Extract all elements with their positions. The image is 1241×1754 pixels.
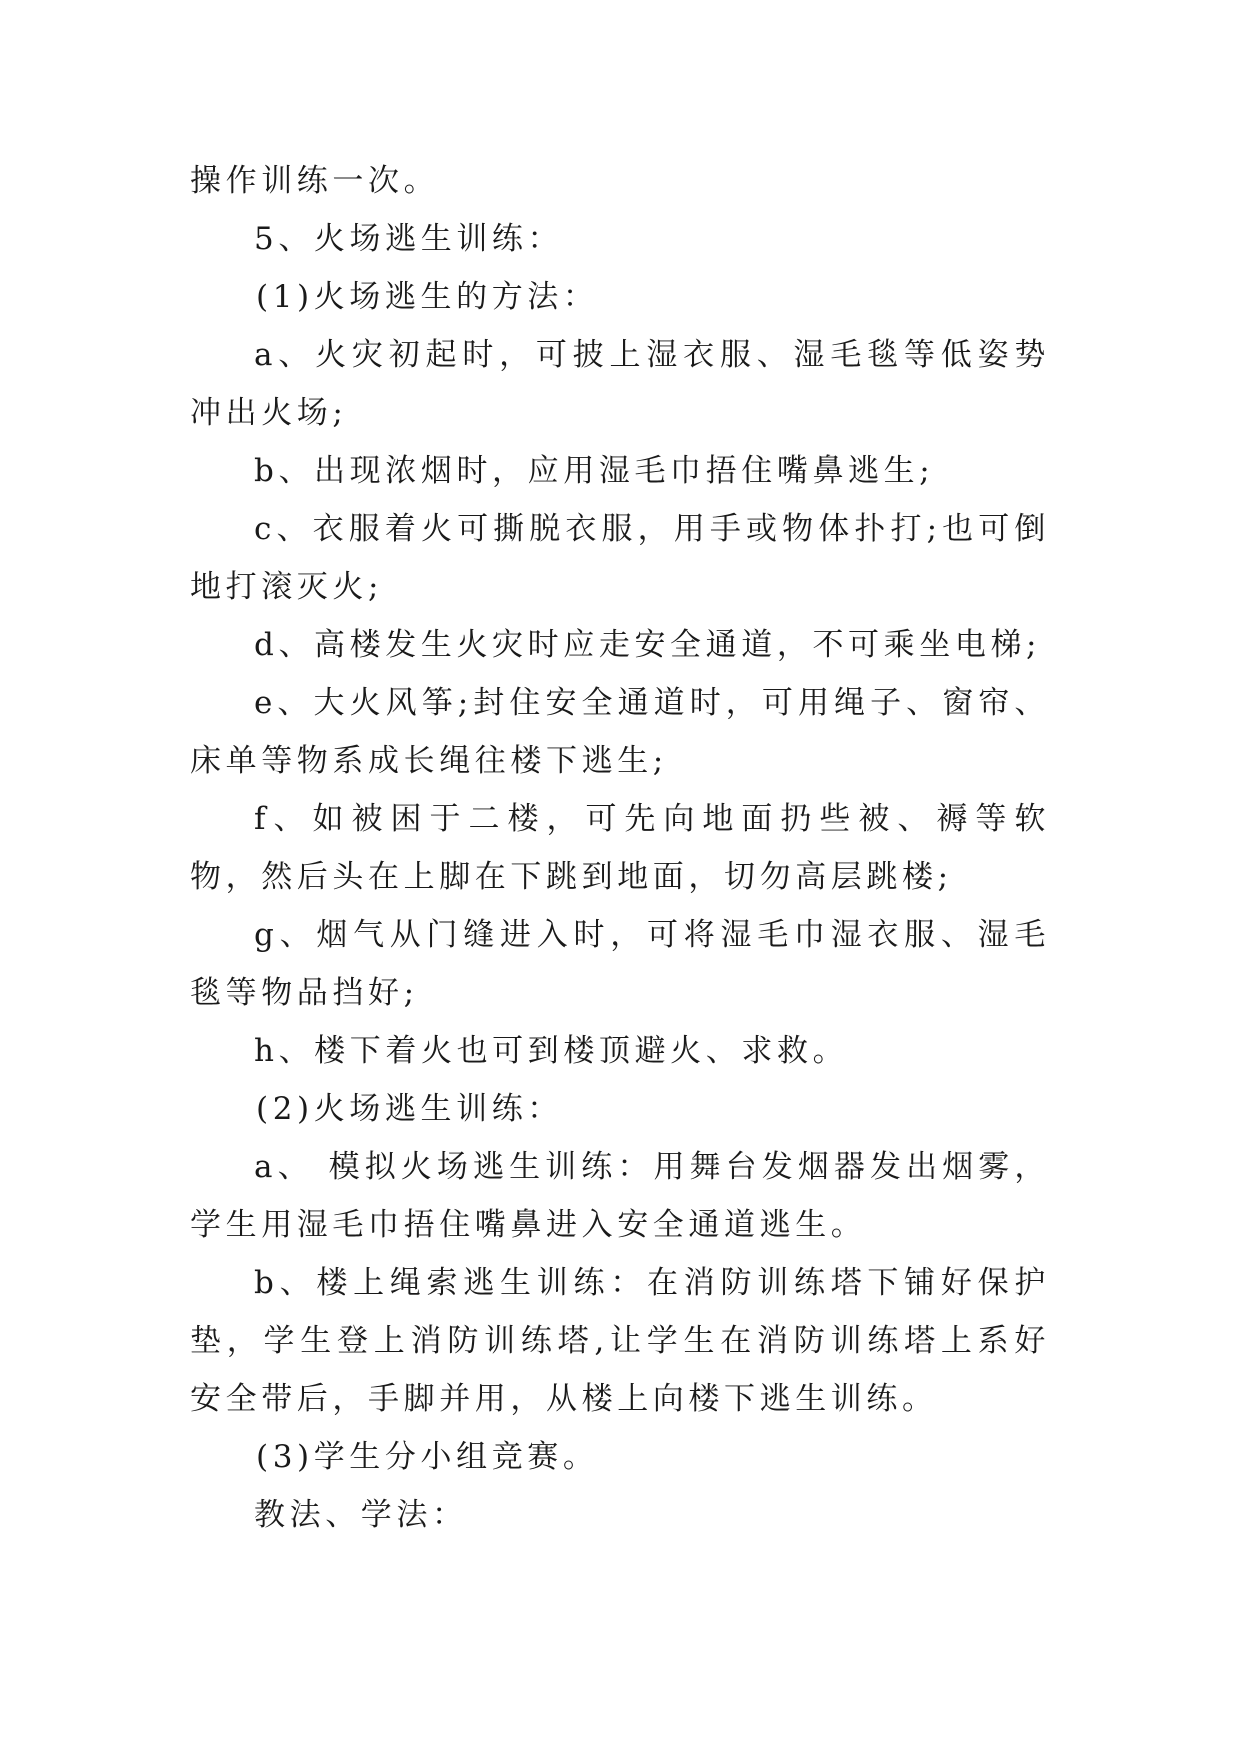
list-item-a: a、火灾初起时，可披上湿衣服、湿毛毯等低姿势冲出火场; (190, 337, 1050, 431)
paragraph-continuation: 操作训练一次。 (190, 163, 440, 199)
list-item-h: h、楼下着火也可到楼顶避火、求救。 (254, 1033, 849, 1069)
list-item-d: d、高楼发生火灾时应走安全通道，不可乘坐电梯; (254, 627, 1042, 663)
teaching-methods-heading: 教法、学法： (254, 1497, 468, 1533)
list-item-e: e、大火风筝;封住安全通道时，可用绳子、窗帘、床单等物系成长绳往楼下逃生; (190, 685, 1050, 779)
document-body (190, 152, 1050, 1544)
list-item-f: f、如被困于二楼，可先向地面扔些被、褥等软物，然后头在上脚在下跳到地面，切勿高层跳楼; (190, 801, 1050, 895)
list-item-b: b、出现浓烟时，应用湿毛巾捂住嘴鼻逃生; (254, 453, 935, 489)
training-item-b: b、楼上绳索逃生训练：在消防训练塔下铺好保护垫，学生登上消防训练塔,让学生在消防训练塔上系好安全带后，手脚并用，从楼上向楼下逃生训练。 (190, 1265, 1050, 1417)
subheading-escape-methods: (1)火场逃生的方法： (256, 279, 599, 315)
training-item-a: a、 模拟火场逃生训练：用舞台发烟器发出烟雾，学生用湿毛巾捂住嘴鼻进入安全通道逃生。 (190, 1149, 1050, 1243)
list-item-g: g、烟气从门缝进入时，可将湿毛巾湿衣服、湿毛毯等物品挡好; (190, 917, 1050, 1011)
subheading-group-competition: (3)学生分小组竞赛。 (256, 1439, 599, 1475)
section-heading-fire-escape: 5、火场逃生训练： (254, 221, 564, 257)
list-item-c: c、衣服着火可撕脱衣服，用手或物体扑打;也可倒地打滚灭火; (190, 511, 1050, 605)
subheading-escape-training: (2)火场逃生训练： (256, 1091, 563, 1127)
